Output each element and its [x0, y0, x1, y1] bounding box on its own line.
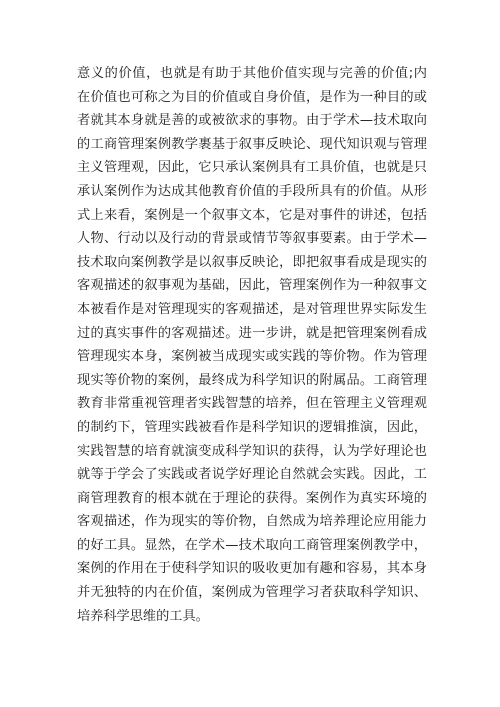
text-line: 就等于学会了实践或者说学好理论自然就会实践。因此，工 — [77, 467, 427, 483]
text-line: 现实等价物的案例，最终成为科学知识的附属品。工商管理 — [77, 372, 427, 388]
text-line: 管理现实本身，案例被当成现实或实践的等价物。作为管理 — [77, 349, 427, 365]
text-line: 的制约下，管理实践被看作是科学知识的逻辑推演，因此， — [77, 419, 427, 435]
text-line: 承认案例作为达成其他教育价值的手段所具有的价值。从形 — [77, 183, 427, 199]
text-line: 在价值也可称之为目的价值或自身价值，是作为一种目的或 — [77, 89, 427, 105]
text-line: 人物、行动以及行动的背景或情节等叙事要素。由于学术— — [77, 231, 427, 247]
text-line: 技术取向案例教学是以叙事反映论，即把叙事看成是现实的 — [77, 254, 427, 270]
body-paragraph — [77, 62, 427, 628]
text-line: 并无独特的内在价值，案例成为管理学习者获取科学知识、 — [77, 585, 427, 601]
text-line: 过的真实事件的客观描述。进一步讲，就是把管理案例看成 — [77, 325, 427, 341]
text-line: 的工商管理案例教学裹基于叙事反映论、现代知识观与管理 — [77, 136, 427, 152]
text-line: 主义管理观，因此，它只承认案例具有工具价值，也就是只 — [77, 160, 427, 176]
text-line: 实践智慧的培育就演变成科学知识的获得，认为学好理论也 — [77, 443, 427, 459]
text-line: 商管理教育的根本就在于理论的获得。案例作为真实环境的 — [77, 490, 427, 506]
text-line: 客观描述，作为现实的等价物，自然成为培养理论应用能力 — [77, 514, 427, 530]
text-line: 者就其本身就是善的或被欲求的事物。由于学术—技术取向 — [77, 113, 427, 129]
text-line: 培养科学思维的工具。 — [77, 608, 209, 624]
text-line: 客观描述的叙事观为基础，因此，管理案例作为一种叙事文 — [77, 278, 427, 294]
text-line: 的好工具。显然，在学术—技术取向工商管理案例教学中， — [77, 537, 427, 553]
text-line: 意义的价值，也就是有助于其他价值实现与完善的价值;内 — [77, 66, 427, 81]
text-line: 式上来看，案例是一个叙事文本，它是对事件的讲述，包括 — [77, 207, 427, 223]
text-line: 教育非常重视管理者实践智慧的培养，但在管理主义管理观 — [77, 396, 427, 412]
text-line: 本被看作是对管理现实的客观描述，是对管理世界实际发生 — [77, 301, 427, 317]
text-line: 案例的作用在于使科学知识的吸收更加有趣和容易，其本身 — [77, 561, 427, 577]
